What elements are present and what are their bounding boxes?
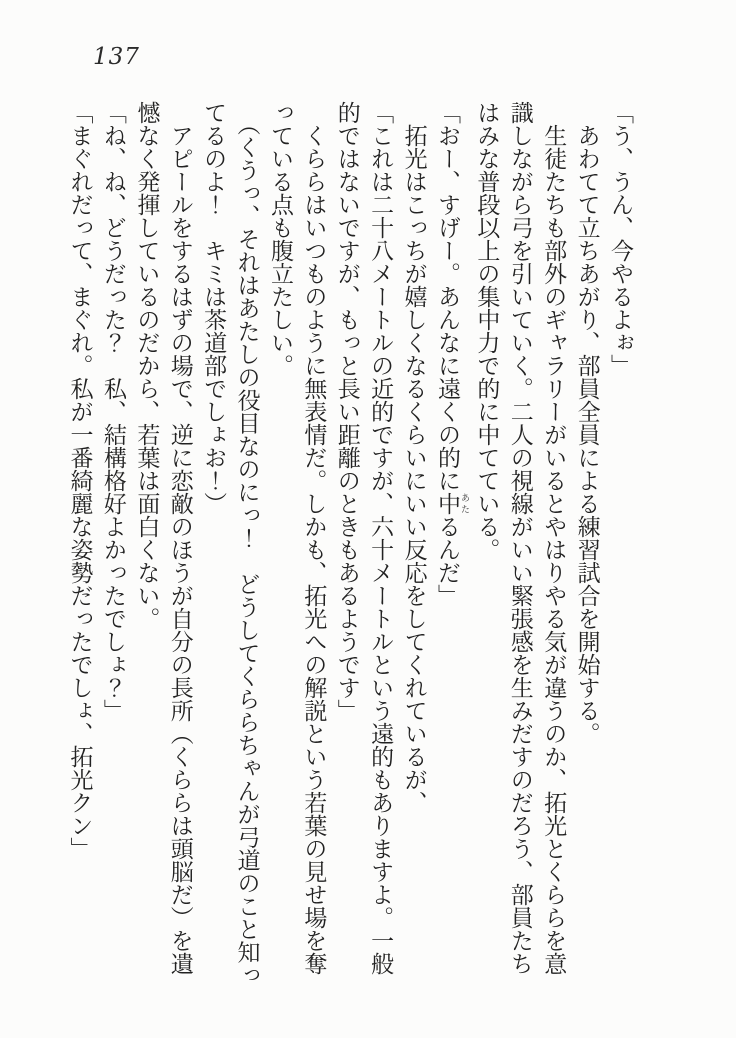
text-line-11: っている点も腹立たしい。 [266,101,293,377]
text-line-13: てるのよ！ キミは茶道部でしょお！） [200,101,227,515]
text-line-12: （くうっ、それはあたしの役目なのにっ！ どうしてくららちゃんが弓道のこと知っ [233,101,260,987]
ruby-annotated-word: 中 あた [433,492,469,515]
furigana: あた [458,492,469,515]
text-line-7: 拓光はこっちが嬉しくなるくらいにいい反応をしてくれているが、 [400,101,427,814]
text-line-8: 「これは二十八メートルの近的ですが、六十メートルという遠的もありますよ。一般 [367,101,394,975]
page-text [62,101,636,1016]
text-line-9: 的ではないですが、もっと長い距離のときもあるようです」 [333,101,360,722]
page-number: 137 [93,44,140,70]
text-line-2: あわてて立ちあがり、部員全員による練習試合を開始する。 [573,101,600,745]
text-line-10: くららはいつものように無表情だ。しかも、拓光への解説という若葉の見せ場を奪 [300,101,327,975]
text-line-4: 識しながら弓を引いていく。二人の視線がいい緊張感を生みだすのだろう、部員たち [506,101,533,975]
text-line-1: 「う、うん、今やるよぉ」 [607,101,633,377]
text-line-5: はみな普段以上の集中力で的に中てている。 [473,101,500,561]
text-line-14: アピールをするはずの場で、逆に恋敵のほうが自分の長所（くららは頭脳だ）を遺 [166,101,193,975]
text-line-17: 「まぐれだって、まぐれ。私が一番綺麗な姿勢だったでしょ、拓光クン」 [66,101,93,860]
text-line-6: 「おー、すげー。あんなに遠くの的に中 あたるんだ」 [433,101,469,607]
text-line-16: 「ね、ね、どうだった？ 私、結構格好よかったでしょ？」 [99,101,126,722]
text-line-3: 生徒たちも部外のギャラリーがいるとやはりやる気が違うのか、拓光とくららを意 [540,101,567,975]
text-line-15: 憾なく発揮しているのだから、若葉は面白くない。 [133,101,160,630]
